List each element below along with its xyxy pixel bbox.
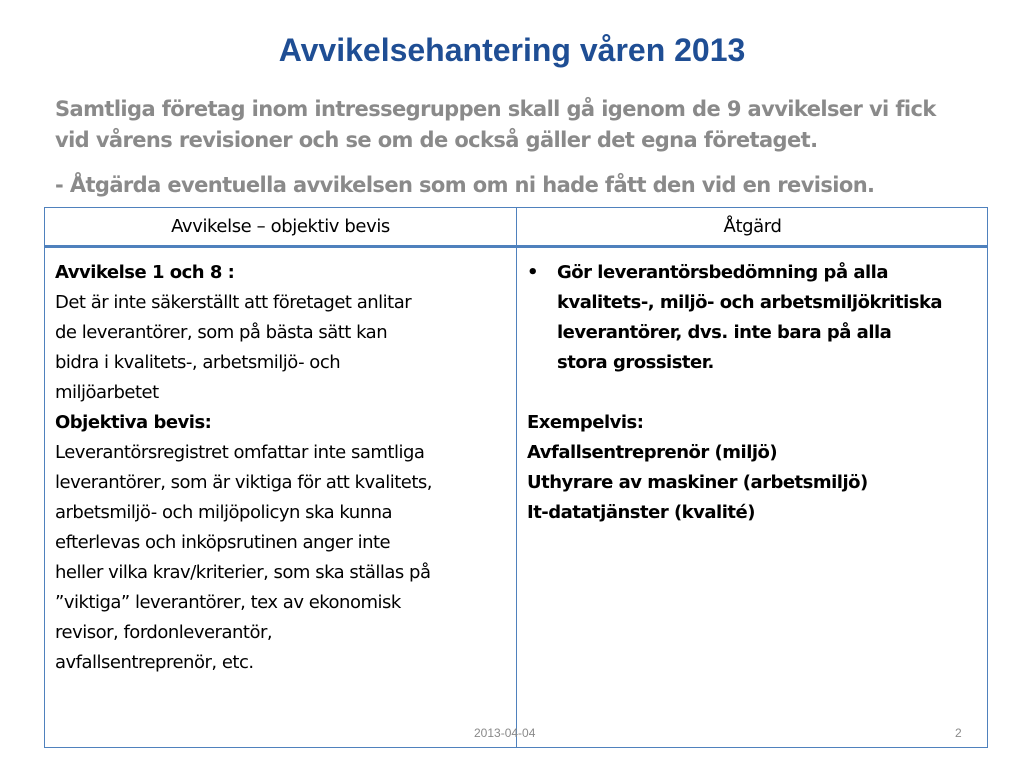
intro-line-3: - Åtgärda eventuella avvikelsen som om ni hade fått den vid en revision. — [55, 173, 875, 197]
action-bullet-item — [527, 258, 982, 378]
deviation-text-line: bidra i kvalitets-, arbetsmiljö- och — [55, 352, 341, 373]
header-deviation: Avvikelse – objektiv bevis — [171, 216, 390, 237]
deviation-text-line: miljöarbetet — [55, 382, 159, 403]
example-item: Avfallsentreprenör (miljö) — [527, 442, 778, 463]
header-action: Åtgärd — [723, 216, 782, 237]
examples-heading: Exempelvis: — [527, 412, 644, 433]
action-line: Gör leverantörsbedömning på alla — [557, 262, 888, 283]
evidence-text-line: leverantörer, som är viktiga för att kvalitets, — [55, 472, 432, 493]
evidence-text-line: arbetsmiljö- och miljöpolicyn ska kunna — [55, 502, 393, 523]
deviation-text-line: de leverantörer, som på bästa sätt kan — [55, 322, 388, 343]
evidence-text-line: ”viktiga” leverantörer, tex av ekonomisk — [55, 592, 401, 613]
intro-line-2: vid vårens revisioner och se om de också gäller det egna företaget. — [55, 128, 818, 152]
action-cell — [527, 258, 982, 528]
header-rule — [45, 245, 987, 248]
deviation-heading: Avvikelse 1 och 8 : — [55, 262, 235, 283]
action-line: leverantörer, dvs. inte bara på alla — [557, 322, 892, 343]
evidence-text-line: avfallsentreprenör, etc. — [55, 652, 254, 673]
evidence-text-line: heller vilka krav/kriterier, som ska ställas på — [55, 562, 431, 583]
action-line: stora grossister. — [557, 352, 714, 373]
deviation-text-line: Det är inte säkerställt att företaget anlitar — [55, 292, 412, 313]
deviation-table — [44, 207, 988, 748]
example-item: Uthyrare av maskiner (arbetsmiljö) — [527, 472, 868, 493]
action-bullet-text — [557, 258, 942, 378]
bullet-icon: • — [527, 262, 539, 283]
page-number: 2 — [955, 726, 962, 740]
footer-date: 2013-04-04 — [474, 726, 536, 740]
action-line: kvalitets-, miljö- och arbetsmiljökritiska — [557, 292, 943, 313]
column-divider — [516, 208, 517, 747]
slide-title: Avvikelsehantering våren 2013 — [278, 32, 746, 68]
evidence-text-line: efterlevas och inköpsrutinen anger inte — [55, 532, 391, 553]
spacer — [527, 378, 982, 408]
evidence-heading: Objektiva bevis: — [55, 412, 212, 433]
example-item: It-datatjänster (kvalité) — [527, 502, 755, 523]
intro-line-1: Samtliga företag inom intressegruppen skall gå igenom de 9 avvikelser vi fick — [55, 97, 936, 121]
evidence-text-line: revisor, fordonleverantör, — [55, 622, 273, 643]
evidence-text-line: Leverantörsregistret omfattar inte samtliga — [55, 442, 425, 463]
deviation-cell — [55, 258, 510, 678]
